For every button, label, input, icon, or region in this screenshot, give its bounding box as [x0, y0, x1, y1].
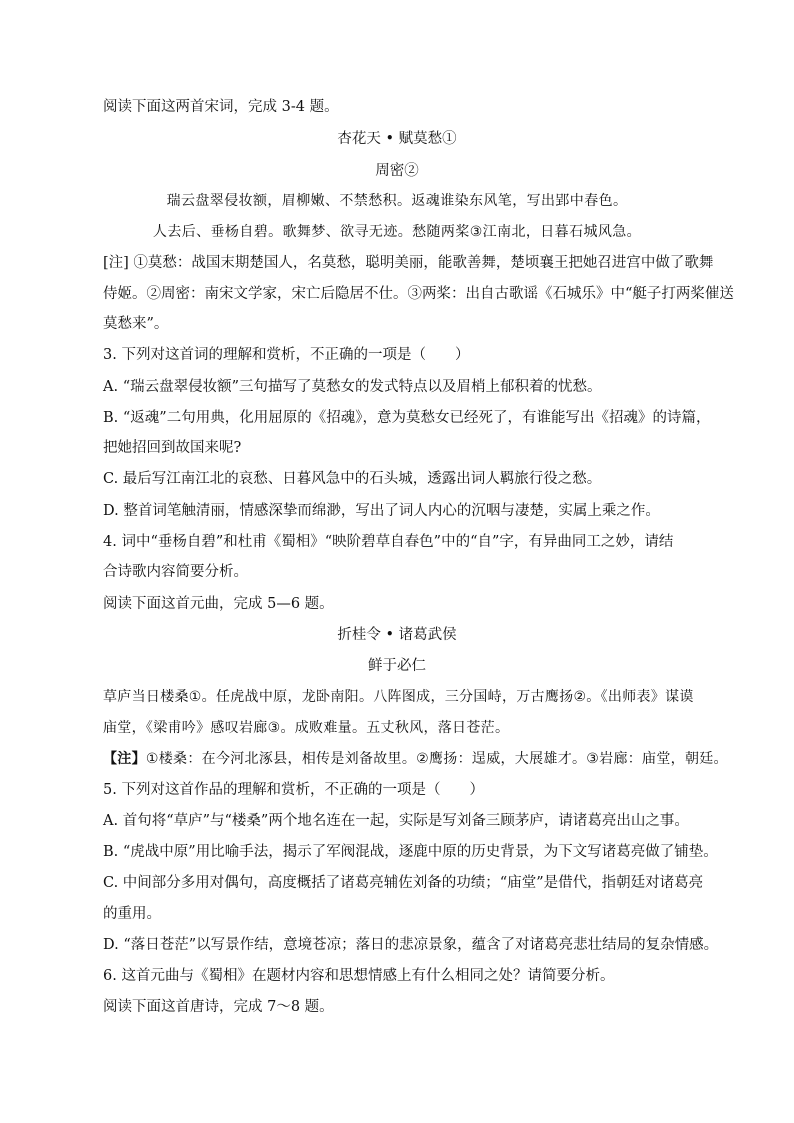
question-3-option-d: D. 整首词笔触清丽，情感深挚而绵渺，写出了词人内心的沉咽与凄楚，实属上乘之作。 — [103, 503, 660, 519]
question-5-option-d: D. “落日苍茫”以写景作结，意境苍凉；落日的悲凉景象，蕴含了对诸葛亮悲壮结局的复杂情感。 — [103, 937, 719, 953]
question-3-option-b-line-1: B. “返魂”二句用典，化用屈原的《招魂》，意为莫愁女已经死了，有谁能写出《招魂》的诗篇， — [103, 410, 711, 426]
question-3-option-c: C. 最后写江南江北的哀愁、日暮风急中的石头城，透露出词人羁旅行役之愁。 — [103, 471, 602, 487]
poem1-line-1: 瑞云盘翠侵妆额，眉柳嫩、不禁愁积。返魂谁染东风笔，写出郢中春色。 — [166, 193, 628, 209]
question-5: 5. 下列对这首作品的理解和赏析，不正确的一项是（ ） — [103, 782, 484, 798]
poem2-note-label: 【注】 — [103, 751, 146, 767]
question-4-line-2: 合诗歌内容简要分析。 — [103, 564, 248, 580]
question-5-option-c-line-2: 的重用。 — [103, 906, 161, 922]
poem2-line-1: 草庐当日楼桑①。任虎战中原，龙卧南阳。八阵图成，三分国峙，万古鹰扬②。《出师表》谋谟 — [103, 689, 694, 705]
poem2-line-2: 庙堂，《梁甫吟》感叹岩廊③。成败难量。五丈秋风，落日苍茫。 — [103, 720, 510, 736]
question-3-option-b-line-2: 把她招回到故国来呢? — [103, 440, 242, 456]
section3-intro: 阅读下面这首唐诗，完成 7～8 题。 — [103, 999, 334, 1015]
question-6: 6. 这首元曲与《蜀相》在题材内容和思想情感上有什么相同之处？请简要分析。 — [103, 968, 615, 984]
section1-intro: 阅读下面这两首宋词，完成 3-4 题。 — [103, 99, 339, 115]
question-5-option-c-line-1: C. 中间部分多用对偶句，高度概括了诸葛亮辅佐刘备的功绩；“庙堂”是借代，指朝廷对诸葛亮 — [103, 875, 704, 891]
question-3: 3. 下列对这首词的理解和赏析，不正确的一项是（ ） — [103, 347, 470, 363]
poem2-note — [103, 749, 728, 769]
poem2-author: 鲜于必仁 — [368, 658, 426, 674]
poem1-line-2: 人去后、垂杨自碧。歌舞梦、欲寻无迹。愁随两桨③江南北，日暮石城风急。 — [152, 224, 642, 240]
question-4-line-1: 4. 词中“垂杨自碧”和杜甫《蜀相》“映阶碧草自春色”中的“自”字，有异曲同工之妙，请结 — [103, 534, 674, 550]
poem2-note-text: ①楼桑：在今河北涿县，相传是刘备故里。②鹰扬：逞威，大展雄才。③岩廊：庙堂，朝廷。 — [145, 751, 728, 767]
poem1-title: 杏花天 • 赋莫愁① — [337, 131, 457, 147]
question-5-option-a: A. 首句将“草庐”与“楼桑”两个地名连在一起，实际是写刘备三顾茅庐，请诸葛亮出山之事。 — [103, 813, 689, 829]
poem1-note-line-3: 莫愁来”。 — [103, 316, 169, 332]
poem1-author: 周密② — [375, 163, 419, 179]
question-3-option-a: A. “瑞云盘翠侵妆额”三句描写了莫愁女的发式特点以及眉梢上郁积着的忧愁。 — [103, 379, 602, 395]
poem1-note-line-1: [注] ①莫愁：战国末期楚国人，名莫愁，聪明美丽，能歌善舞，楚顷襄王把她召进宫中做了歌舞 — [103, 255, 714, 271]
poem2-title: 折桂令 • 诸葛武侯 — [337, 627, 457, 643]
section2-intro: 阅读下面这首元曲，完成 5—6 题。 — [103, 596, 334, 612]
poem1-note-line-2: 侍姬。②周密：南宋文学家，宋亡后隐居不仕。③两桨：出自古歌谣《石城乐》中“艇子打两桨催送 — [103, 286, 734, 302]
question-5-option-b: B. “虎战中原”用比喻手法，揭示了军阀混战，逐鹿中原的历史背景，为下文写诸葛亮做了铺垫。 — [103, 844, 718, 860]
